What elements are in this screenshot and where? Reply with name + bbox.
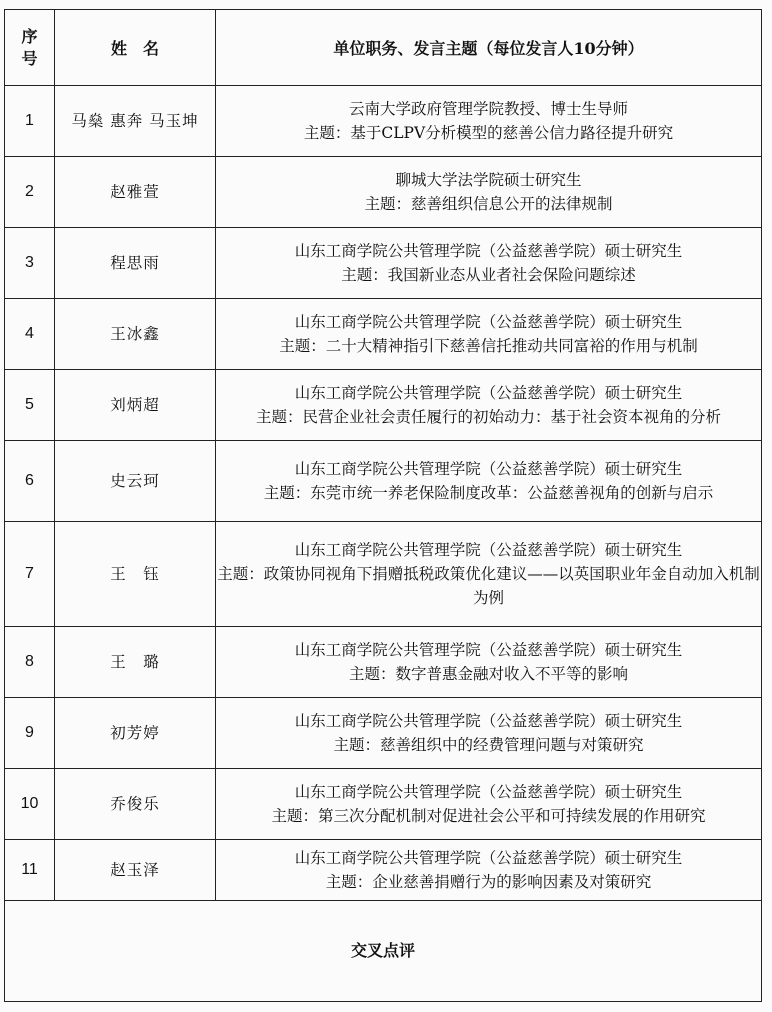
speech-topic-text: 主题：二十大精神指引下慈善信托推动共同富裕的作用与机制 [279, 337, 698, 355]
speaker-name-cell: 乔俊乐 [55, 769, 216, 840]
unit-topic-cell [216, 698, 762, 769]
table-row [5, 299, 762, 370]
table-row [5, 86, 762, 157]
speaker-unit-text: 云南大学政府管理学院教授、博士生导师 [348, 100, 628, 118]
speaker-name-cell: 王 钰 [55, 522, 216, 627]
unit-topic-cell [216, 86, 762, 157]
speaker-unit-text: 山东工商学院公共管理学院（公益慈善学院）硕士研究生 [294, 641, 683, 659]
header-serial-label: 序 号 [21, 26, 38, 68]
speech-topic-text: 主题：第三次分配机制对促进社会公平和可持续发展的作用研究 [271, 807, 706, 825]
speech-topic-text: 主题：数字普惠金融对收入不平等的影响 [348, 665, 628, 683]
table-row [5, 698, 762, 769]
header-serial-number [5, 10, 55, 86]
footer-row [5, 901, 762, 1002]
speaker-schedule-table [4, 9, 762, 1002]
serial-number-cell: 8 [5, 627, 55, 698]
speaker-name-cell: 赵玉泽 [55, 840, 216, 901]
serial-number-cell: 3 [5, 228, 55, 299]
speech-topic-text: 主题：政策协同视角下捐赠抵税政策优化建议——以英国职业年金自动加入机制为例 [217, 565, 760, 607]
speech-topic-text: 主题：民营企业社会责任履行的初始动力：基于社会资本视角的分析 [255, 408, 721, 426]
unit-topic-cell [216, 299, 762, 370]
speaker-name-cell: 赵雅萱 [55, 157, 216, 228]
speaker-unit-text: 山东工商学院公共管理学院（公益慈善学院）硕士研究生 [294, 384, 683, 402]
serial-number-cell: 5 [5, 370, 55, 441]
speaker-unit-text: 山东工商学院公共管理学院（公益慈善学院）硕士研究生 [294, 712, 683, 730]
serial-number-cell: 2 [5, 157, 55, 228]
speaker-name-cell: 程思雨 [55, 228, 216, 299]
speaker-unit-text: 山东工商学院公共管理学院（公益慈善学院）硕士研究生 [294, 849, 683, 867]
serial-number-cell: 7 [5, 522, 55, 627]
table-row [5, 441, 762, 522]
table-header-row [5, 10, 762, 86]
speaker-unit-text: 山东工商学院公共管理学院（公益慈善学院）硕士研究生 [294, 460, 683, 478]
speaker-unit-text: 山东工商学院公共管理学院（公益慈善学院）硕士研究生 [294, 242, 683, 260]
speaker-name-cell: 王 璐 [55, 627, 216, 698]
table-row [5, 157, 762, 228]
speaker-name-cell: 初芳婷 [55, 698, 216, 769]
table-row [5, 627, 762, 698]
table-row [5, 522, 762, 627]
cross-review-cell: 交叉点评 [5, 901, 762, 1002]
speaker-name-cell: 王冰鑫 [55, 299, 216, 370]
serial-number-cell: 11 [5, 840, 55, 901]
speech-topic-text: 主题：我国新业态从业者社会保险问题综述 [341, 266, 636, 284]
table-body [5, 86, 762, 901]
header-unit-topic: 单位职务、发言主题（每位发言人10分钟） [216, 10, 762, 86]
speaker-unit-text: 山东工商学院公共管理学院（公益慈善学院）硕士研究生 [294, 541, 683, 559]
speaker-name-cell: 马燊 惠奔 马玉坤 [55, 86, 216, 157]
unit-topic-cell [216, 370, 762, 441]
speaker-unit-text: 山东工商学院公共管理学院（公益慈善学院）硕士研究生 [294, 783, 683, 801]
unit-topic-cell [216, 441, 762, 522]
speech-topic-text: 主题：慈善组织信息公开的法律规制 [364, 195, 613, 213]
table-row [5, 840, 762, 901]
table-row [5, 228, 762, 299]
speaker-name-cell: 史云珂 [55, 441, 216, 522]
unit-topic-cell [216, 522, 762, 627]
serial-number-cell: 10 [5, 769, 55, 840]
speaker-name-cell: 刘炳超 [55, 370, 216, 441]
speaker-unit-text: 聊城大学法学院硕士研究生 [395, 171, 582, 189]
serial-number-cell: 1 [5, 86, 55, 157]
serial-number-cell: 9 [5, 698, 55, 769]
table-row [5, 370, 762, 441]
unit-topic-cell [216, 228, 762, 299]
speech-topic-text: 主题：慈善组织中的经费管理问题与对策研究 [333, 736, 644, 754]
speech-topic-text: 主题：东莞市统一养老保险制度改革：公益慈善视角的创新与启示 [263, 484, 714, 502]
serial-number-cell: 4 [5, 299, 55, 370]
serial-number-cell: 6 [5, 441, 55, 522]
speech-topic-text: 主题：基于CLPV分析模型的慈善公信力路径提升研究 [303, 124, 674, 142]
unit-topic-cell [216, 627, 762, 698]
table-row [5, 769, 762, 840]
unit-topic-cell [216, 769, 762, 840]
unit-topic-cell [216, 157, 762, 228]
speaker-unit-text: 山东工商学院公共管理学院（公益慈善学院）硕士研究生 [294, 313, 683, 331]
header-name: 姓 名 [55, 10, 216, 86]
unit-topic-cell [216, 840, 762, 901]
speech-topic-text: 主题：企业慈善捐赠行为的影响因素及对策研究 [325, 873, 652, 891]
